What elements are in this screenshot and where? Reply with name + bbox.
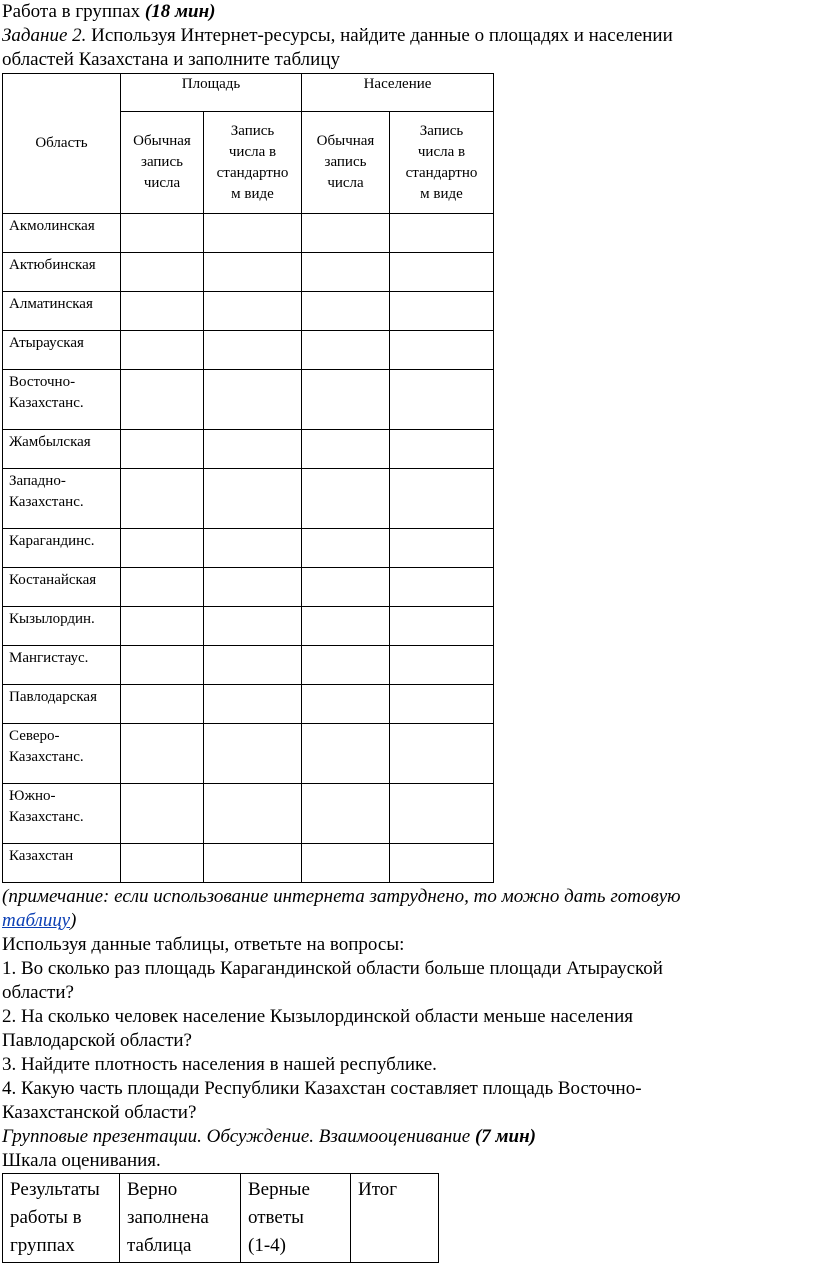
- data-cell[interactable]: [390, 568, 494, 607]
- task-text-1: Используя Интернет-ресурсы, найдите данные о площадях и населении: [86, 25, 673, 46]
- data-cell[interactable]: [121, 292, 204, 331]
- note-suffix: ): [70, 910, 77, 931]
- data-cell[interactable]: [390, 724, 494, 784]
- table-row: [3, 253, 494, 292]
- table-row: [3, 370, 494, 430]
- data-cell[interactable]: [121, 430, 204, 469]
- data-cell[interactable]: [121, 844, 204, 883]
- data-cell[interactable]: [204, 292, 302, 331]
- heading: [2, 0, 215, 24]
- region-name: Северо- Казахстанс.: [3, 724, 121, 784]
- data-cell[interactable]: [121, 607, 204, 646]
- data-cell[interactable]: [302, 685, 390, 724]
- table-row: [3, 331, 494, 370]
- question-line: 2. На сколько человек население Кызылординской области меньше населения: [2, 1006, 634, 1027]
- region-name: Актюбинская: [3, 253, 121, 292]
- table-row: [3, 685, 494, 724]
- region-name: Кызылордин.: [3, 607, 121, 646]
- region-name: Казахстан: [3, 844, 121, 883]
- data-cell[interactable]: [390, 529, 494, 568]
- data-cell[interactable]: [302, 784, 390, 844]
- region-rows: [3, 214, 494, 883]
- note: [2, 885, 681, 933]
- data-cell[interactable]: [302, 430, 390, 469]
- task-line-2: областей Казахстана и заполните таблицу: [2, 49, 341, 70]
- data-cell[interactable]: [390, 430, 494, 469]
- region-name: Южно- Казахстанс.: [3, 784, 121, 844]
- note-line-2: [2, 909, 681, 933]
- data-cell[interactable]: [390, 784, 494, 844]
- data-cell[interactable]: [204, 253, 302, 292]
- task-line-1: [2, 24, 673, 48]
- score-cell: Верные ответы (1-4): [241, 1174, 351, 1263]
- data-cell[interactable]: [121, 214, 204, 253]
- data-cell[interactable]: [204, 685, 302, 724]
- data-cell[interactable]: [390, 607, 494, 646]
- region-name: Западно- Казахстанс.: [3, 469, 121, 529]
- ready-table-link[interactable]: таблицу: [2, 910, 71, 931]
- data-cell[interactable]: [204, 331, 302, 370]
- data-cell[interactable]: [204, 568, 302, 607]
- data-cell[interactable]: [390, 370, 494, 430]
- header-area: Площадь: [121, 74, 302, 112]
- table-row: [3, 784, 494, 844]
- data-cell[interactable]: [121, 370, 204, 430]
- data-cell[interactable]: [390, 253, 494, 292]
- data-cell[interactable]: [204, 529, 302, 568]
- data-cell[interactable]: [204, 370, 302, 430]
- region-name: Мангистаус.: [3, 646, 121, 685]
- table-row: [3, 568, 494, 607]
- scale-title: Шкала оценивания.: [2, 1150, 161, 1171]
- question-line: 3. Найдите плотность населения в нашей республике.: [2, 1054, 437, 1075]
- header-region: Область: [3, 74, 121, 214]
- header-population: Население: [302, 74, 494, 112]
- header-area-standard: Запись числа в стандартно м виде: [204, 112, 302, 214]
- regions-table: [2, 73, 494, 883]
- table-row: [3, 529, 494, 568]
- note-line-1: (примечание: если использование интернета затруднено, то можно дать готовую: [2, 886, 681, 907]
- score-table: [2, 1173, 439, 1263]
- score-cell: Результаты работы в группах: [3, 1174, 120, 1263]
- data-cell[interactable]: [302, 469, 390, 529]
- questions-intro: Используя данные таблицы, ответьте на вопросы:: [2, 934, 405, 955]
- header-population-ordinary: Обычная запись числа: [302, 112, 390, 214]
- region-name: Жамбылская: [3, 430, 121, 469]
- data-cell[interactable]: [302, 292, 390, 331]
- heading-text: Работа в группах: [2, 1, 145, 22]
- score-row: [3, 1174, 439, 1263]
- data-cell[interactable]: [204, 784, 302, 844]
- table-row: [3, 724, 494, 784]
- data-cell[interactable]: [302, 370, 390, 430]
- region-name: Восточно- Казахстанс.: [3, 370, 121, 430]
- heading-time: (18 мин): [144, 1, 216, 22]
- task-label: Задание 2.: [2, 25, 87, 46]
- data-cell[interactable]: [390, 292, 494, 331]
- table-row: [3, 607, 494, 646]
- question-line: Казахстанской области?: [2, 1102, 197, 1123]
- table-row: [3, 214, 494, 253]
- data-cell[interactable]: [302, 214, 390, 253]
- data-cell[interactable]: [204, 844, 302, 883]
- table-row: [3, 646, 494, 685]
- presentations-time: (7 мин): [474, 1126, 537, 1147]
- data-cell[interactable]: [121, 685, 204, 724]
- data-cell[interactable]: [204, 724, 302, 784]
- region-name: Атырауская: [3, 331, 121, 370]
- data-cell[interactable]: [302, 568, 390, 607]
- data-cell[interactable]: [204, 607, 302, 646]
- data-cell[interactable]: [302, 724, 390, 784]
- table-row: [3, 469, 494, 529]
- data-cell[interactable]: [121, 568, 204, 607]
- data-cell[interactable]: [302, 844, 390, 883]
- header-area-ordinary: Обычная запись числа: [121, 112, 204, 214]
- data-cell[interactable]: [302, 529, 390, 568]
- data-cell[interactable]: [121, 646, 204, 685]
- table-row: [3, 844, 494, 883]
- data-cell[interactable]: [390, 331, 494, 370]
- data-cell[interactable]: [390, 469, 494, 529]
- presentations-text: Групповые презентации. Обсуждение. Взаимооценивание: [2, 1126, 475, 1147]
- data-cell[interactable]: [121, 784, 204, 844]
- data-cell[interactable]: [302, 253, 390, 292]
- region-name: Костанайская: [3, 568, 121, 607]
- data-cell[interactable]: [121, 469, 204, 529]
- region-name: Акмолинская: [3, 214, 121, 253]
- score-cell: Итог: [351, 1174, 439, 1263]
- data-cell[interactable]: [302, 646, 390, 685]
- data-cell[interactable]: [390, 844, 494, 883]
- data-cell[interactable]: [302, 331, 390, 370]
- data-cell[interactable]: [204, 469, 302, 529]
- data-cell[interactable]: [121, 331, 204, 370]
- question-line: 4. Какую часть площади Республики Казахстан составляет площадь Восточно-: [2, 1078, 642, 1099]
- data-cell[interactable]: [302, 607, 390, 646]
- data-cell[interactable]: [121, 253, 204, 292]
- data-cell[interactable]: [390, 646, 494, 685]
- question-line: области?: [2, 982, 74, 1003]
- region-name: Алматинская: [3, 292, 121, 331]
- header-population-standard: Запись числа в стандартно м виде: [390, 112, 494, 214]
- table-row: [3, 292, 494, 331]
- table-row: [3, 430, 494, 469]
- question-line: 1. Во сколько раз площадь Карагандинской области больше площади Атырауской: [2, 958, 663, 979]
- data-cell[interactable]: [121, 529, 204, 568]
- data-cell[interactable]: [390, 214, 494, 253]
- presentations-line: [2, 1125, 536, 1149]
- question-line: Павлодарской области?: [2, 1030, 192, 1051]
- data-cell[interactable]: [204, 430, 302, 469]
- data-cell[interactable]: [390, 685, 494, 724]
- data-cell[interactable]: [204, 214, 302, 253]
- region-name: Павлодарская: [3, 685, 121, 724]
- score-cell: Верно заполнена таблица: [120, 1174, 241, 1263]
- data-cell[interactable]: [121, 724, 204, 784]
- data-cell[interactable]: [204, 646, 302, 685]
- region-name: Карагандинс.: [3, 529, 121, 568]
